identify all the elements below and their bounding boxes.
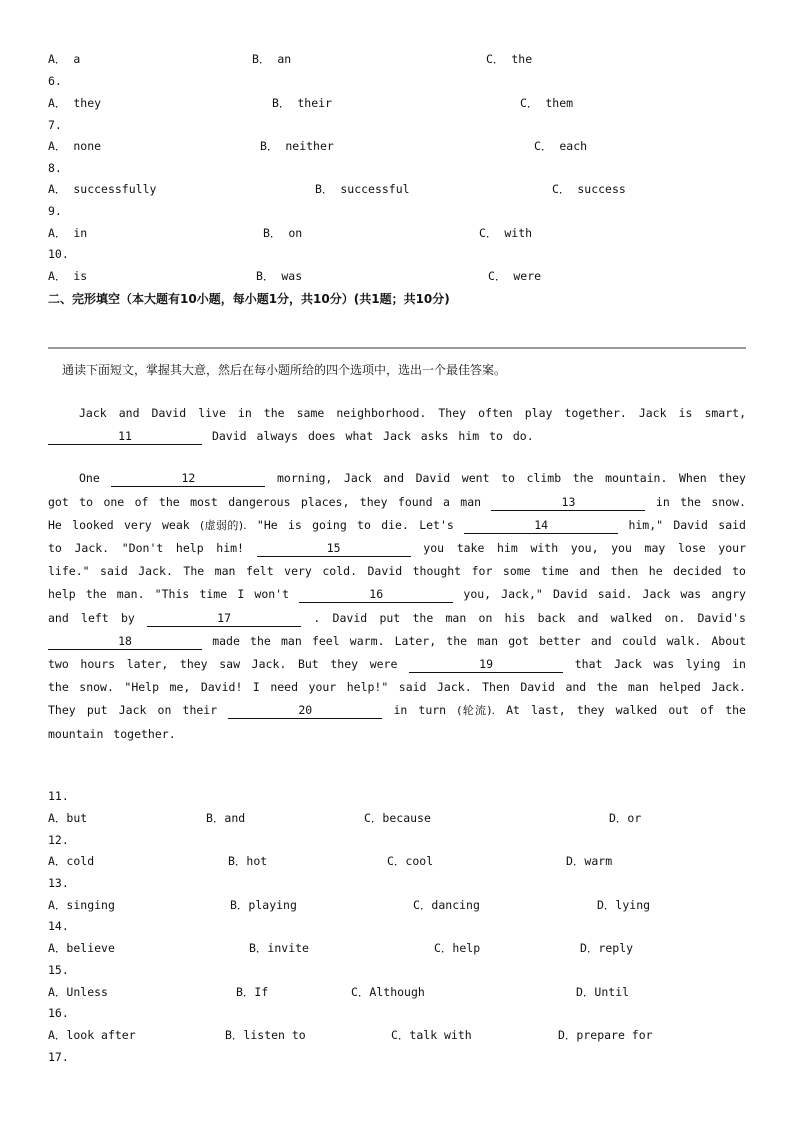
blank-14: 14 [464,518,618,534]
option-c: C．cool [387,854,434,868]
chinese-gloss: (虚弱的). [200,518,247,532]
question-number: 17. [48,1050,69,1064]
blank-11: 11 [48,429,202,445]
question-number: 10. [48,247,69,261]
question-number: 13. [48,876,69,890]
option-b: B．hot [228,854,268,868]
passage-text: you take him with you, you may lose your life." said Jack. The man felt very cold. David thought for some time and then he decided to help the man. "This time I won't [48,541,746,602]
option-a: A． in [48,226,88,240]
option-b: B． was [256,269,303,283]
blank-18: 18 [48,634,202,650]
passage-text: David always does what Jack asks him to do. [211,429,534,444]
option-a: A．look after [48,1028,136,1042]
option-d: D．prepare for [558,1028,653,1042]
passage-text: you, Jack," David said. Jack was angry and left by [48,587,746,625]
option-a: A． is [48,269,88,283]
option-b: B．and [206,811,246,825]
option-c: C．talk with [391,1028,472,1042]
option-d: D．or [609,811,642,825]
option-a: A． successfully [48,182,157,196]
question-number: 8. [48,161,62,175]
blank-20: 20 [228,703,382,719]
option-a: A．cold [48,854,95,868]
option-b: B． an [252,52,292,66]
question-number: 6. [48,74,62,88]
option-d: D．reply [580,941,634,955]
passage-text: made the man feel warm. Later, the man got better and could walk. About two hours later, they saw Jack. But they were [48,633,746,672]
passage-text: in turn [393,703,447,718]
option-c: C．Although [351,985,425,999]
question-number: 12. [48,833,69,847]
option-c: C．dancing [413,898,480,912]
blank-17: 17 [147,611,301,627]
passage-text: At last, they walked out of the mountain together. [48,703,746,741]
passage-text: morning, Jack and David went to climb the mountain. When they got to one of the most dangerous places, they found a man [48,471,746,509]
question-number: 9. [48,204,62,218]
question-number: 15. [48,963,69,977]
passage-text: "He is going to die. Let's [256,517,454,532]
paragraph-1 [48,402,746,448]
option-c: C． them [520,96,574,110]
directions: 通读下面短文，掌握其大意，然后在每小题所给的四个选项中，选出一个最佳答案。 [62,363,507,377]
option-a: A． none [48,139,102,153]
cloze-passage [48,402,746,765]
blank-15: 15 [257,541,411,557]
divider [48,347,746,349]
option-b: B．playing [230,898,297,912]
section-title: 二、完形填空（本大题有10小题，每小题1分，共10分）(共1题；共10分) [48,292,450,306]
option-c: C． success [552,182,626,196]
option-a: A．believe [48,941,115,955]
option-c: C． were [488,269,542,283]
option-b: B．listen to [225,1028,306,1042]
passage-text: . David put the man on his back and walked on. David's [313,610,746,625]
question-number: 16. [48,1006,69,1020]
blank-19: 19 [409,657,563,673]
option-b: B． neither [260,139,334,153]
option-b: B． successful [315,182,410,196]
blank-13: 13 [491,495,645,511]
option-b: B． on [263,226,303,240]
passage-text: him," David said to Jack. "Don't help him! [48,517,746,556]
blank-16: 16 [299,587,453,603]
paragraph-2 [48,467,746,745]
passage-text: Jack and David live in the same neighborhood. They often play together. Jack is smart, [79,406,746,420]
option-a: A．singing [48,898,115,912]
option-d: D．warm [566,854,613,868]
option-c: C． the [486,52,533,66]
blank-12: 12 [111,471,265,487]
option-a: A．Unless [48,985,108,999]
option-c: C． each [534,139,588,153]
option-c: C．because [364,811,431,825]
question-number: 11. [48,789,69,803]
passage-text: that Jack was lying in the snow. "Help me, David! I need your help!" said Jack. Then David and the man helped Jack. They put Jack on their [48,657,746,718]
option-a: A． they [48,96,102,110]
option-b: B．invite [249,941,309,955]
option-b: B．If [236,985,269,999]
chinese-gloss: (轮流). [457,704,495,718]
option-a: A． a [48,52,81,66]
option-c: C．help [434,941,481,955]
question-number: 14. [48,919,69,933]
passage-text: in the snow. He looked very weak [48,494,746,532]
option-d: D．Until [576,985,630,999]
question-number: 7. [48,118,62,132]
option-c: C． with [479,226,533,240]
option-d: D．lying [597,898,651,912]
passage-text: One [79,471,100,486]
option-b: B． their [272,96,332,110]
option-a: A．but [48,811,88,825]
